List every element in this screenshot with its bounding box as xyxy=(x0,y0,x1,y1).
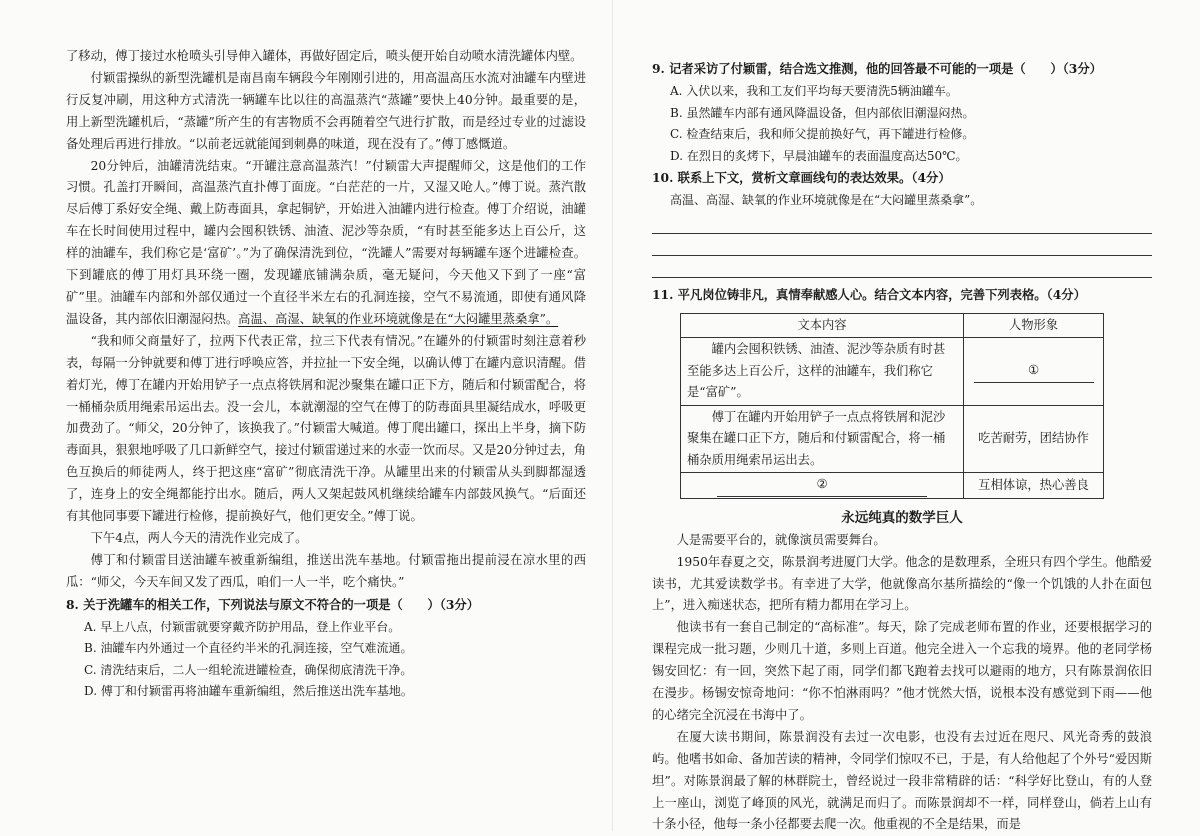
left-column xyxy=(66,46,586,703)
article-paragraph: 人是需要平台的，就像演员需要舞台。 xyxy=(676,532,886,547)
passage-paragraph: 付颖雷操纵的新型洗罐机是南昌南车辆段今年刚刚引进的，用高温高压水流对油罐车内壁进行反复冲刷，用这种方式清洗一辆罐车比以往的高温蒸汽“蒸罐”要快上40分钟。最重要的是，用上新型洗罐机后，“蒸罐”所产生的有害物质不会再随着空气进行扩散，而是经过专业的过滤设备处理后再进行排放。“以前老远就能闻到刺鼻的味道，现在没有了。”傅丁感慨道。 xyxy=(66,70,586,151)
question-9-option-b: B. 虽然罐车内部有通风降温设备，但内部依旧潮湿闷热。 xyxy=(670,105,975,120)
answer-line[interactable] xyxy=(652,234,1152,256)
table-cell-content: 傅丁在罐内开始用铲子一点点将铁屑和泥沙聚集在罐口正下方，随后和付颖雷配合，将一桶桶杂质用绳索吊运出去。 xyxy=(681,405,964,473)
question-8-option-a: A. 早上八点，付颖雷就要穿戴齐防护用品，登上作业平台。 xyxy=(84,619,401,634)
article-paragraph: 在厦大读书期间，陈景润没有去过一次电影，也没有去过近在咫尺、风光奇秀的鼓浪屿。他嗜书如命、备加苦读的精神，令同学们惊叹不已，于是，有人给他起了个外号“爱因斯坦”。对陈景润最了解的林群院士，曾经说过一段非常精辟的话：“科学好比登山，有的人登上一座山，浏览了峰顶的风光，就满足而归了。而陈景润却不一样，同样登山，倘若上山有十条小径，他每一条小径都要去爬一次。他重视的不全是结果，而是 xyxy=(652,729,1152,832)
table-cell-image: 吃苦耐劳，团结协作 xyxy=(964,405,1104,473)
question-9-stem: 9. 记者采访了付颖雷，结合选文推测，他的回答最不可能的一项是（ ）（3分） xyxy=(652,61,1102,76)
passage-paragraph: “我和师父商量好了，拉两下代表正常，拉三下代表有情况。”在罐外的付颖雷时刻注意着秒表，每隔一分钟就要和傅丁进行呼唤应答，并拉扯一下安全绳，以确认傅丁在罐内意识清醒。借着灯光，傅丁在罐内开始用铲子一点点将铁屑和泥沙聚集在罐口正下方，随后和付颖雷配合，将一桶桶杂质用绳索吊运出去。没一会儿，本就潮湿的空气在傅丁的防毒面具里凝结成水，呼吸更加费劲了。“师父，20分钟了，该换我了。”付颖雷大喊道。傅丁爬出罐口，探出上半身，摘下防毒面具，狠狠地呼吸了几口新鲜空气，接过付颖雷递过来的水壶一饮而尽。又是20分钟过去，角色互换后的师徒两人，终于把这座“富矿”彻底清洗干净。从罐里出来的付颖雷从头到脚都湿透了，连身上的安全绳都能拧出水。随后，两人又架起鼓风机继续给罐车内部鼓风换气。“后面还有其他同事要下罐进行检修，提前换好气，他们更安全。”傅丁说。 xyxy=(66,333,586,524)
question-10-stem: 10. 联系上下文，赏析文章画线句的表达效果。（4分） xyxy=(652,170,951,186)
article-paragraph: 1950年春夏之交，陈景润考进厦门大学。他念的是数理系，全班只有四个学生。他酷爱读书，尤其爱读数学书。有幸进了大学，他就像高尔基所描绘的“像一个饥饿的人扑在面包上”，进入痴迷状态，把所有精力都用在学习上。 xyxy=(652,554,1152,613)
underlined-sentence: 高温、高湿、缺氧的作业环境就像是在“大闷罐里蒸桑拿”。 xyxy=(238,311,559,326)
passage-paragraph: 下午4点，两人今天的清洗作业完成了。 xyxy=(90,530,308,545)
answer-line[interactable] xyxy=(652,256,1152,278)
table-cell-image[interactable] xyxy=(964,338,1104,406)
answer-line[interactable] xyxy=(652,212,1152,234)
table-cell-content[interactable] xyxy=(681,473,964,499)
passage-text: 20分钟后，油罐清洗结束。“开罐注意高温蒸汽！”付颖雷大声提醒师父，这是他们的工作习惯。孔盖打开瞬间，高温蒸汽直扑傅丁面庞。“白茫茫的一片，又湿又呛人。”傅丁说。蒸汽散尽后傅丁系好安全绳、戴上防毒面具，拿起铜铲，开始进入油罐内进行检查。傅丁介绍说，油罐车在长时间使用过程中，罐内会囤积铁锈、油渣、泥沙等杂质，“有时甚至能多达上百公斤，这样的油罐车，我们称它是‘富矿’。”为了确保清洗到位，“洗罐人”需要对每辆罐车逐个进罐检查。下到罐底的傅丁用灯具环绕一圈，发现罐底铺满杂质，毫无疑问，今天他又下到了一座“富矿”里。油罐车内部和外部仅通过一个直径半米左右的孔洞连接，空气不易流通，即使有通风降温设备，其内部依旧潮湿闷热。 xyxy=(66,158,586,326)
table-row xyxy=(681,338,1104,406)
passage-paragraph: 傅丁和付颖雷目送油罐车被重新编组，推送出洗车基地。付颖雷拖出提前浸在凉水里的西瓜：“师父，今天车间又发了西瓜，咱们一人一半，吃个痛快。” xyxy=(66,552,586,589)
passage-paragraph xyxy=(66,156,586,331)
question-8-stem: 8. 关于洗罐车的相关工作，下列说法与原文不符合的一项是（ ）（3分） xyxy=(66,596,480,612)
character-table xyxy=(680,313,1104,499)
question-9-option-d: D. 在烈日的炙烤下，早晨油罐车的表面温度高达50℃。 xyxy=(670,148,968,163)
blank-2[interactable]: ② xyxy=(717,474,927,497)
blank-1[interactable]: ① xyxy=(974,360,1094,383)
table-cell-image: 互相体谅，热心善良 xyxy=(964,473,1104,499)
table-cell-content: 罐内会囤积铁锈、油渣、泥沙等杂质有时甚至能多达上百公斤，这样的油罐车，我们称它是“富矿”。 xyxy=(681,338,964,406)
page-fold xyxy=(612,0,613,831)
right-column xyxy=(652,58,1152,836)
article-paragraph: 他读书有一套自己制定的“高标准”。每天，除了完成老师布置的作业，还要根据学习的课程完成一批习题，少则几十道，多则上百道。他完全进入一个忘我的境界。他的老同学杨锡安回忆：有一回，突然下起了雨，同学们都飞跑着去找可以避雨的地方，只有陈景润依旧在漫步。杨锡安惊奇地问：“你不怕淋雨吗？”他才恍然大悟，说根本没有感觉到下雨——他的心绪完全沉浸在书海中了。 xyxy=(652,620,1152,722)
table-row xyxy=(681,473,1104,499)
question-8-option-d: D. 傅丁和付颖雷再将油罐车重新编组，然后推送出洗车基地。 xyxy=(84,684,413,699)
passage-paragraph: 了移动，傅丁接过水枪喷头引导伸入罐体，再做好固定后，喷头便开始自动喷水清洗罐体内壁。 xyxy=(66,49,583,63)
table-header-image: 人物形象 xyxy=(964,313,1104,338)
question-10-quote: 高温、高湿、缺氧的作业环境就像是在“大闷罐里蒸桑拿”。 xyxy=(670,193,983,208)
table-header-content: 文本内容 xyxy=(681,313,964,338)
question-9-option-a: A. 入伏以来，我和工友们平均每天要清洗5辆油罐车。 xyxy=(670,83,958,98)
question-8-option-b: B. 油罐车内外通过一个直径约半米的孔洞连接，空气难流通。 xyxy=(84,641,413,656)
question-11-stem: 11. 平凡岗位铸非凡，真情奉献感人心。结合文本内容，完善下列表格。（4分） xyxy=(652,286,1086,302)
question-9-option-c: C. 检查结束后，我和师父提前换好气，再下罐进行检修。 xyxy=(670,127,975,142)
table-row xyxy=(681,405,1104,473)
question-8-option-c: C. 清洗结束后，二人一组轮流进罐检查，确保彻底清洗干净。 xyxy=(84,662,413,677)
article-title: 永远纯真的数学巨人 xyxy=(841,509,963,526)
